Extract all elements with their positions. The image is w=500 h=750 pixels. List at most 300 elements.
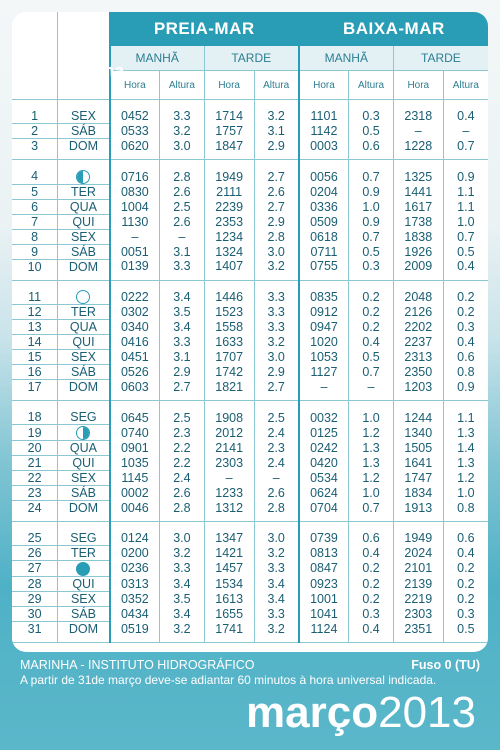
tide-height: 2.6 <box>160 486 205 501</box>
tide-height: 3.4 <box>160 320 205 335</box>
weekday: SÁB <box>58 244 110 259</box>
weekday: SÁB <box>58 365 110 380</box>
tide-hour: 1707 <box>204 350 254 365</box>
tide-hour: 1001 <box>299 591 349 606</box>
tide-hour: – <box>393 124 443 139</box>
tide-height: 0.8 <box>443 365 488 380</box>
tide-hour: 0336 <box>299 199 349 214</box>
tide-hour: 1340 <box>393 425 443 441</box>
day-number: 29 <box>12 591 58 606</box>
tide-height: 2.4 <box>254 425 299 441</box>
day-number: 10 <box>12 259 58 280</box>
tide-height: 1.3 <box>443 456 488 471</box>
tide-height: 2.8 <box>160 501 205 522</box>
tide-hour: 1838 <box>393 229 443 244</box>
day-number: 17 <box>12 380 58 401</box>
tide-hour: 0242 <box>299 441 349 456</box>
tide-hour: 1949 <box>393 522 443 546</box>
tide-height: 1.2 <box>443 471 488 486</box>
tide-height: 2.7 <box>254 199 299 214</box>
table-row <box>12 100 488 124</box>
institution-label: MARINHA - INSTITUTO HIDROGRÁFICO <box>20 658 255 672</box>
tide-height: 2.4 <box>160 471 205 486</box>
tide-hour: 0923 <box>299 576 349 591</box>
weekday: QUI <box>58 576 110 591</box>
table-row <box>12 401 488 425</box>
tide-height: 0.6 <box>443 350 488 365</box>
tide-height: 0.9 <box>349 214 394 229</box>
table-row <box>12 229 488 244</box>
tide-height: 2.2 <box>160 441 205 456</box>
last-moon-icon <box>76 170 90 184</box>
tide-hour: 1523 <box>204 305 254 320</box>
day-number: 2 <box>12 124 58 139</box>
tide-hour: 0534 <box>299 471 349 486</box>
tide-hour: 1244 <box>393 401 443 425</box>
tide-hour: 2202 <box>393 320 443 335</box>
tide-height: 1.0 <box>443 214 488 229</box>
weekday: SÁB <box>58 124 110 139</box>
day-number: 27 <box>12 561 58 577</box>
day-number: 25 <box>12 522 58 546</box>
table-row <box>12 350 488 365</box>
tide-hour: 2111 <box>204 184 254 199</box>
tide-height: 3.2 <box>160 621 205 642</box>
day-number: 4 <box>12 160 58 185</box>
tide-height: 3.0 <box>254 350 299 365</box>
day-number: 18 <box>12 401 58 425</box>
tide-hour: 0519 <box>110 621 160 642</box>
tide-hour: 0352 <box>120 591 149 606</box>
tide-height: 0.2 <box>443 305 488 320</box>
tide-hour: 0046 <box>110 501 160 522</box>
weekday: SÁB <box>58 486 110 501</box>
weekday: DOM <box>58 259 110 280</box>
table-row <box>12 214 488 229</box>
tide-hour: 0222 <box>120 290 149 305</box>
tide-height: 2.6 <box>254 184 299 199</box>
tide-hour: 1558 <box>204 320 254 335</box>
tide-height: 0.6 <box>349 139 394 160</box>
tide-height: 3.3 <box>254 305 299 320</box>
tide-hour: 1633 <box>204 335 254 350</box>
day-number: 31 <box>12 621 58 642</box>
weekday-header: Dia da semana <box>58 12 110 100</box>
tide-height: 0.5 <box>443 244 488 259</box>
weekday: SÁB <box>58 606 110 621</box>
tide-height: 3.3 <box>160 335 205 350</box>
first-moon-icon <box>76 426 90 440</box>
tide-height: 0.7 <box>349 501 394 522</box>
day-number: 8 <box>12 229 58 244</box>
tide-hour: 1020 <box>299 335 349 350</box>
tide-height: 1.4 <box>443 441 488 456</box>
weekday: QUI <box>58 335 110 350</box>
tide-hour: 1617 <box>393 199 443 214</box>
tide-height: 2.5 <box>160 401 205 425</box>
tide-height: 0.4 <box>349 335 394 350</box>
weekday: QUI <box>58 456 110 471</box>
tide-height: 1.0 <box>349 486 394 501</box>
tide-height: 1.1 <box>443 184 488 199</box>
tide-hour: 0139 <box>110 259 160 280</box>
tide-height: 3.3 <box>254 320 299 335</box>
tide-hour: 1127 <box>299 365 349 380</box>
tide-height: 1.0 <box>443 486 488 501</box>
table-row <box>12 365 488 380</box>
weekday: QUI <box>58 214 110 229</box>
table-row <box>12 606 488 621</box>
tide-hour: 1124 <box>299 621 349 642</box>
tide-hour: 0526 <box>120 365 149 380</box>
tide-hour: 1421 <box>204 546 254 561</box>
tide-table-body <box>12 100 488 643</box>
tide-hour: 0813 <box>299 546 349 561</box>
new-moon-icon <box>76 290 90 304</box>
tide-hour: 0620 <box>110 139 160 160</box>
tide-height: 3.2 <box>160 124 205 139</box>
tide-hour: 2303 <box>393 606 443 621</box>
weekday: QUA <box>58 199 110 214</box>
year-label: 2013 <box>378 688 476 737</box>
tide-hour: 2219 <box>393 591 443 606</box>
tide-hour: 1741 <box>204 621 254 642</box>
tide-hour: 1233 <box>204 486 254 501</box>
tide-hour: 1714 <box>204 100 254 124</box>
height-header: Altura <box>160 71 205 100</box>
table-row <box>12 335 488 350</box>
tide-hour: 0236 <box>120 561 149 576</box>
tide-height: 1.0 <box>349 401 394 425</box>
tide-height: 2.7 <box>254 380 299 401</box>
weekday: DOM <box>58 380 110 401</box>
tide-hour: 0603 <box>110 380 160 401</box>
tide-hour: 0835 <box>299 280 349 305</box>
hour-header: Hora <box>110 71 160 100</box>
tide-hour: 2239 <box>204 199 254 214</box>
table-row <box>12 576 488 591</box>
tide-hour: 1441 <box>393 184 443 199</box>
tide-height: 2.6 <box>254 486 299 501</box>
tide-hour: 0416 <box>120 335 149 350</box>
tide-height: 3.2 <box>160 546 205 561</box>
tide-hour: 1655 <box>204 606 254 621</box>
tide-height: 3.3 <box>254 561 299 577</box>
tide-height: 0.4 <box>443 259 488 280</box>
tide-hour: 1041 <box>299 606 349 621</box>
tide-hour: 1407 <box>204 259 254 280</box>
tide-hour: 0452 <box>120 109 149 124</box>
tide-height: 2.9 <box>254 139 299 160</box>
tide-height: 2.4 <box>254 456 299 471</box>
day-number: 16 <box>12 365 58 380</box>
tide-height: 1.1 <box>443 401 488 425</box>
tide-hour: 1228 <box>393 139 443 160</box>
tide-height: 3.3 <box>254 606 299 621</box>
tide-hour: 1834 <box>393 486 443 501</box>
table-row <box>12 471 488 486</box>
month-label: março <box>246 688 379 737</box>
table-row <box>12 456 488 471</box>
tide-height: 0.3 <box>349 100 394 124</box>
tide-hour: 0434 <box>120 606 149 621</box>
weekday: SEX <box>58 229 110 244</box>
tide-table-card <box>12 12 488 652</box>
tide-height: – <box>443 124 488 139</box>
day-number: 21 <box>12 456 58 471</box>
table-row <box>12 501 488 522</box>
tide-height: 0.7 <box>349 160 394 185</box>
tide-height: 2.8 <box>160 160 205 185</box>
tide-hour: 1234 <box>204 229 254 244</box>
tide-height: 3.3 <box>254 280 299 305</box>
tide-height: 3.2 <box>254 259 299 280</box>
tide-height: 1.3 <box>349 441 394 456</box>
tide-hour: 2141 <box>204 441 254 456</box>
low-morning-header: MANHÃ <box>299 46 394 71</box>
tide-hour: 0947 <box>299 320 349 335</box>
tide-hour: 1130 <box>121 214 149 229</box>
tide-hour: 0716 <box>120 169 149 184</box>
tide-height: 0.2 <box>443 280 488 305</box>
tide-hour: 2303 <box>204 456 254 471</box>
table-row <box>12 621 488 642</box>
tide-height: 3.2 <box>254 335 299 350</box>
weekday: SEX <box>58 350 110 365</box>
tide-hour: 1347 <box>204 522 254 546</box>
tide-hour: 0912 <box>299 305 349 320</box>
tide-hour: 0645 <box>120 410 149 425</box>
tide-height: 0.6 <box>443 522 488 546</box>
tide-hour: 1312 <box>204 501 254 522</box>
weekday: SEX <box>58 471 110 486</box>
tide-height: 2.7 <box>160 380 205 401</box>
table-row <box>12 184 488 199</box>
tide-height: 0.9 <box>443 160 488 185</box>
footer <box>20 658 480 687</box>
tide-hour: – <box>204 471 254 486</box>
tide-hour: 1203 <box>393 380 443 401</box>
tide-height: 3.4 <box>160 280 205 305</box>
weekday: TER <box>58 184 110 199</box>
height-header: Altura <box>443 71 488 100</box>
tide-height: – <box>254 471 299 486</box>
tide-height: 3.2 <box>254 621 299 642</box>
tide-height: 0.4 <box>443 100 488 124</box>
weekday: QUA <box>58 320 110 335</box>
tide-hour: 0830 <box>120 184 149 199</box>
low-afternoon-header: TARDE <box>393 46 488 71</box>
month-year-title <box>246 688 476 738</box>
table-row <box>12 305 488 320</box>
tide-height: 1.1 <box>443 199 488 214</box>
tide-hour: 0002 <box>120 486 149 501</box>
tide-hour: 0624 <box>299 486 349 501</box>
tide-height: 2.5 <box>160 199 205 214</box>
tide-hour: 2237 <box>393 335 443 350</box>
tide-hour: 1035 <box>120 456 149 471</box>
tide-hour: 0901 <box>120 441 149 456</box>
tide-hour: 1145 <box>121 471 149 486</box>
height-header: Altura <box>254 71 299 100</box>
moon-phase-cell <box>58 160 110 185</box>
tide-height: 2.6 <box>160 214 205 229</box>
moon-phase-cell <box>58 280 110 305</box>
tide-hour: 1053 <box>299 350 349 365</box>
day-number: 20 <box>12 441 58 456</box>
tide-hour: 0740 <box>120 425 149 440</box>
table-row <box>12 139 488 160</box>
tide-height: 0.2 <box>443 591 488 606</box>
tide-hour: 1101 <box>299 100 349 124</box>
tide-height: 3.5 <box>160 305 205 320</box>
table-row <box>12 380 488 401</box>
tide-hour: 1821 <box>204 380 254 401</box>
tide-hour: 2313 <box>393 350 443 365</box>
day-number: 12 <box>12 305 58 320</box>
table-row <box>12 280 488 305</box>
table-row <box>12 244 488 259</box>
tide-height: 1.2 <box>349 425 394 441</box>
tide-hour: 0451 <box>120 350 149 365</box>
tide-hour: 0340 <box>120 320 149 335</box>
day-number: 23 <box>12 486 58 501</box>
tide-height: 3.1 <box>160 244 205 259</box>
tide-hour: 0847 <box>299 561 349 577</box>
high-morning-header: MANHÃ <box>110 46 205 71</box>
tide-height: 0.7 <box>443 139 488 160</box>
tide-hour: 1738 <box>393 214 443 229</box>
tide-hour: 1747 <box>393 471 443 486</box>
tide-hour: 1142 <box>299 124 349 139</box>
tide-height: 3.4 <box>160 606 205 621</box>
tide-height: 3.3 <box>160 100 205 124</box>
tide-hour: 0533 <box>120 124 149 138</box>
tide-hour: 2126 <box>393 305 443 320</box>
tide-hour: 0003 <box>299 139 349 160</box>
tide-height: 2.8 <box>254 229 299 244</box>
weekday: DOM <box>58 501 110 522</box>
tide-hour: 1908 <box>204 401 254 425</box>
tide-height: 3.0 <box>254 244 299 259</box>
day-number: 30 <box>12 606 58 621</box>
day-number: 28 <box>12 576 58 591</box>
tide-height: 2.2 <box>160 456 205 471</box>
tide-hour: 1742 <box>204 365 254 380</box>
tide-hour: 2012 <box>204 425 254 441</box>
tide-height: 3.4 <box>160 576 205 591</box>
tide-height: 0.6 <box>349 522 394 546</box>
tide-height: 3.1 <box>160 350 205 365</box>
tide-height: 0.2 <box>349 280 394 305</box>
tide-height: 2.8 <box>254 501 299 522</box>
time-change-note: A partir de 31de março deve-se adiantar 60 minutos à hora universal indicada. <box>20 673 437 687</box>
low-tide-header: BAIXA-MAR <box>299 12 488 46</box>
tide-hour: 1913 <box>393 501 443 522</box>
tide-height: 1.3 <box>443 425 488 441</box>
tide-height: 2.3 <box>254 441 299 456</box>
table-row <box>12 522 488 546</box>
tide-hour: 1324 <box>204 244 254 259</box>
day-of-month-header: Dia do mês <box>12 12 58 100</box>
full-moon-icon <box>76 562 90 576</box>
tide-hour: 0124 <box>120 531 149 546</box>
weekday: SEX <box>58 100 110 124</box>
tide-hour: – <box>299 380 349 401</box>
tide-hour: 1641 <box>393 456 443 471</box>
tide-hour: 0420 <box>299 456 349 471</box>
day-number: 5 <box>12 184 58 199</box>
tide-hour: 1457 <box>204 561 254 577</box>
tide-height: 2.9 <box>254 365 299 380</box>
tide-height: 3.0 <box>160 139 205 160</box>
tide-hour: 0711 <box>299 244 349 259</box>
tide-height: 0.7 <box>349 229 394 244</box>
table-row <box>12 425 488 441</box>
day-number: 13 <box>12 320 58 335</box>
day-number: 14 <box>12 335 58 350</box>
tide-height: 0.5 <box>349 350 394 365</box>
tide-height: 0.2 <box>349 591 394 606</box>
tide-height: 3.4 <box>254 591 299 606</box>
tide-height: 0.9 <box>443 380 488 401</box>
tide-height: 1.0 <box>349 199 394 214</box>
height-header: Altura <box>349 71 394 100</box>
tide-hour: 0204 <box>299 184 349 199</box>
tide-hour: 2350 <box>393 365 443 380</box>
weekday: QUA <box>58 441 110 456</box>
tide-hour: 0125 <box>299 425 349 441</box>
table-row <box>12 441 488 456</box>
tide-hour: 1004 <box>120 199 149 214</box>
tide-height: 0.2 <box>349 576 394 591</box>
tide-hour: 1534 <box>204 576 254 591</box>
tide-height: 1.3 <box>349 456 394 471</box>
hour-header: Hora <box>393 71 443 100</box>
tide-height: 0.4 <box>443 546 488 561</box>
tide-hour: 2024 <box>393 546 443 561</box>
tide-hour: 0618 <box>299 229 349 244</box>
tide-hour: 0032 <box>299 401 349 425</box>
tide-hour: 1757 <box>204 124 254 139</box>
day-number: 1 <box>12 100 58 124</box>
day-number: 26 <box>12 546 58 561</box>
tide-hour: 1847 <box>204 139 254 160</box>
tide-hour: 2048 <box>393 280 443 305</box>
tide-height: 0.4 <box>349 546 394 561</box>
moon-phase-cell <box>58 425 110 441</box>
high-tide-header: PREIA-MAR <box>110 12 299 46</box>
tide-height: 3.0 <box>160 522 205 546</box>
day-number: 22 <box>12 471 58 486</box>
tide-hour: 1926 <box>393 244 443 259</box>
weekday: DOM <box>58 621 110 642</box>
table-row <box>12 160 488 185</box>
tide-height: 0.2 <box>349 561 394 577</box>
tide-height: 0.5 <box>349 244 394 259</box>
tide-height: 2.6 <box>160 184 205 199</box>
table-row <box>12 124 488 139</box>
tide-hour: 2318 <box>393 100 443 124</box>
day-number: 7 <box>12 214 58 229</box>
table-row <box>12 591 488 606</box>
tide-hour: 1949 <box>204 160 254 185</box>
table-row <box>12 561 488 577</box>
table-row <box>12 259 488 280</box>
day-number: 15 <box>12 350 58 365</box>
tide-height: 0.5 <box>349 124 394 139</box>
weekday: SEG <box>58 522 110 546</box>
